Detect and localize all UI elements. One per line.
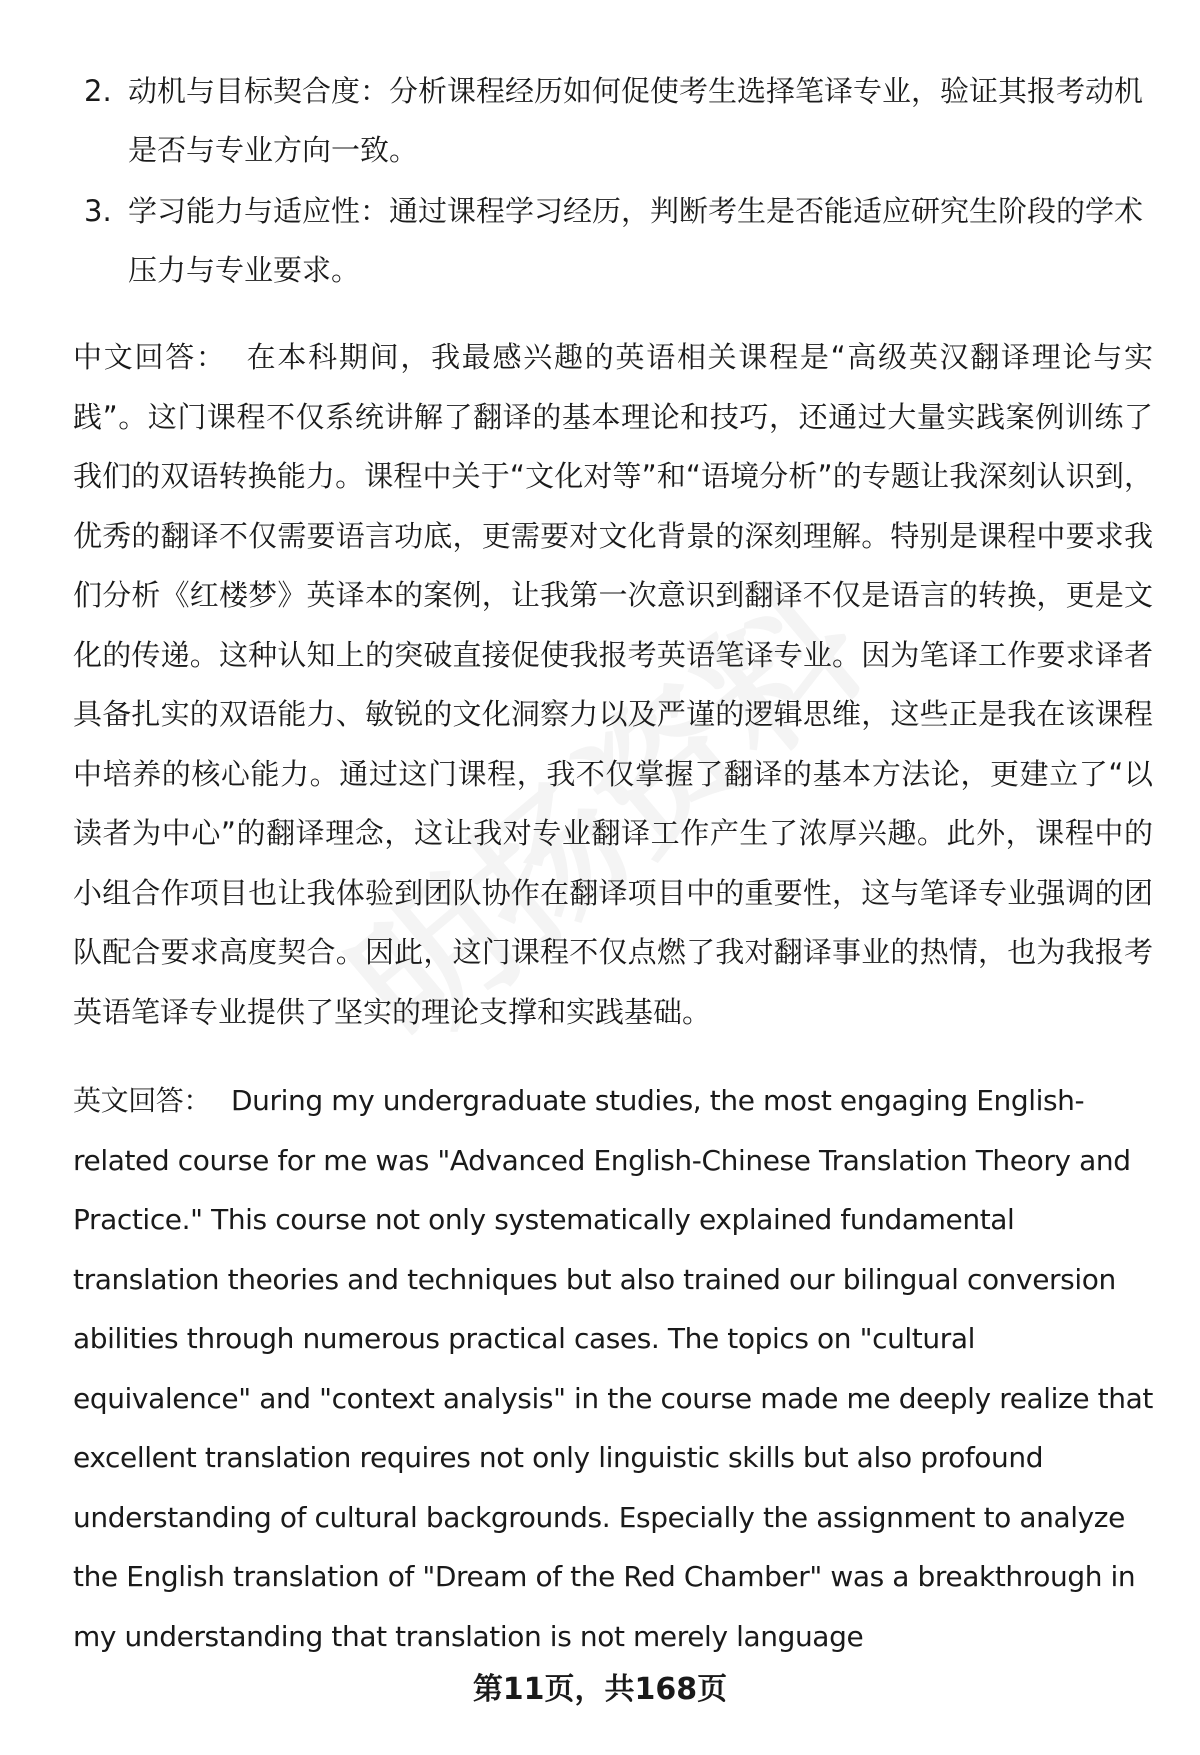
chinese-answer-label: 中文回答： [73,340,227,374]
list-item [72,62,1152,180]
english-answer-paragraph [73,1071,1158,1666]
list-item-text: 动机与目标契合度：分析课程经历如何促使考生选择笔译专业，验证其报考动机是否与专业方向一致。 [128,74,1144,167]
english-answer-text: During my undergraduate studies, the most engaging English-related course for me was "Advanced English-Chinese Translation Theory and Practice." This course not only systematically explained fundamental translation theories and techniques but also trained our bilingual conversion abilities through numerous practical cases. The topics on "cultural equivalence" and "context analysis" in the course made me deeply realize that excellent translation requires not only linguistic skills but also profound understanding of cultural backgrounds. Especially the assignment to analyze the English translation of "Dream of the Red Chamber" was a breakthrough in my understanding that translation is not merely language [73,1084,1153,1653]
list-item-number: 3. [84,194,112,228]
list-item [72,182,1152,300]
page-number-footer: 第11页，共168页 [472,1672,728,1707]
chinese-answer-text: 在本科期间，我最感兴趣的英语相关课程是“高级英汉翻译理论与实践”。这门课程不仅系统讲解了翻译的基本理论和技巧，还通过大量实践案例训练了我们的双语转换能力。课程中关于“文化对等”和“语境分析”的专题让我深刻认识到，优秀的翻译不仅需要语言功底，更需要对文化背景的深刻理解。特别是课程中要求我们分析《红楼梦》英译本的案例，让我第一次意识到翻译不仅是语言的转换，更是文化的传递。这种认知上的突破直接促使我报考英语笔译专业。因为笔译工作要求译者具备扎实的双语能力、敏锐的文化洞察力以及严谨的逻辑思维，这些正是我在该课程中培养的核心能力。通过这门课程，我不仅掌握了翻译的基本方法论，更建立了“以读者为中心”的翻译理念，这让我对专业翻译工作产生了浓厚兴趣。此外，课程中的小组合作项目也让我体验到团队协作在翻译项目中的重要性，这与笔译专业强调的团队配合要求高度契合。因此，这门课程不仅点燃了我对翻译事业的热情，也为我报考英语笔译专业提供了坚实的理论支撑和实践基础。 [73,340,1153,1029]
english-answer-label: 英文回答： [73,1084,212,1117]
list-item-text: 学习能力与适应性：通过课程学习经历，判断考生是否能适应研究生阶段的学术压力与专业要求。 [128,194,1144,287]
list-item-number: 2. [84,74,112,108]
criteria-list [72,62,1152,302]
chinese-answer-paragraph [73,328,1153,1042]
